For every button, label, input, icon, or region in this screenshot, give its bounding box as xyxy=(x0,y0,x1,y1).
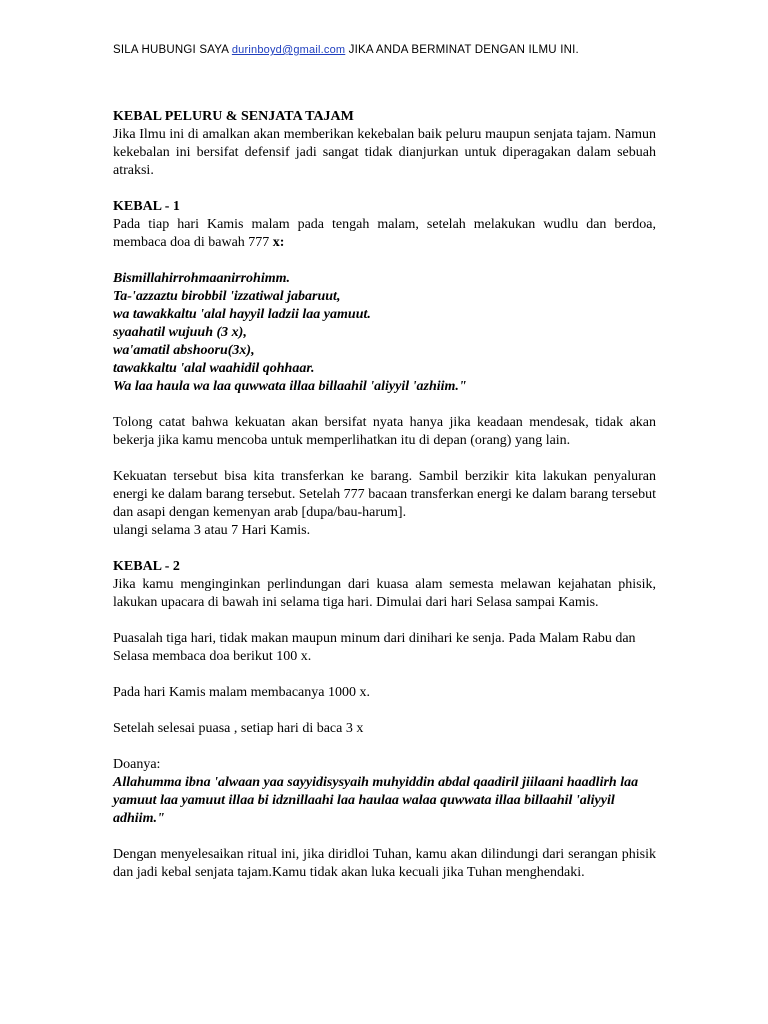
doa-line: Wa laa haula wa laa quwwata illaa billaahil 'aliyyil 'azhiim." xyxy=(113,379,467,394)
contact-header xyxy=(113,44,673,56)
header-suffix: JIKA ANDA BERMINAT DENGAN ILMU INI. xyxy=(345,44,579,56)
kebal-2-closing: Dengan menyelesaikan ritual ini, jika diridloi Tuhan, kamu akan dilindungi dari serangan phisik dan jadi kebal senjata tajam.Kamu tidak akan luka kecuali jika Tuhan menghendaki. xyxy=(113,847,656,880)
kebal-2-doa: Allahumma ibna 'alwaan yaa sayyidisysyaih muhyiddin abdal qaadiril jiilaani haadlirh laa yamuut laa yamuut illaa bi idznillaahi laa haulaa walaa quwwata illaa billaahil 'aliyyil adhiim." xyxy=(113,775,639,826)
kebal-2-intro: Jika kamu menginginkan perlindungan dari kuasa alam semesta melawan kejahatan phisik, lakukan upacara di bawah ini selama tiga hari. Dimulai dari hari Selasa sampai Kamis. xyxy=(113,577,656,610)
kebal-1-doa xyxy=(113,270,656,396)
doa-line: Ta-'azzaztu birobbil 'izzatiwal jabaruut, xyxy=(113,289,341,304)
section-title-kebal-1: KEBAL - 1 xyxy=(113,199,180,214)
section-title-intro: KEBAL PELURU & SENJATA TAJAM xyxy=(113,109,354,124)
doa-line: tawakkaltu 'alal waahidil qohhaar. xyxy=(113,361,315,376)
header-prefix: SILA HUBUNGI SAYA xyxy=(113,44,232,56)
kebal-1-note: Tolong catat bahwa kekuatan akan bersifat nyata hanya jika keadaan mendesak, tidak akan bekerja jika kamu mencoba untuk memperlihatkan itu di depan (orang) yang lain. xyxy=(113,415,656,448)
document-body xyxy=(113,108,656,882)
doa-line: wa'amatil abshooru(3x), xyxy=(113,343,255,358)
email-link[interactable]: durinboyd@gmail.com xyxy=(231,44,346,56)
doa-line: syaahatil wujuuh (3 x), xyxy=(113,325,247,340)
section-title-kebal-2: KEBAL - 2 xyxy=(113,559,180,574)
doa-line: wa tawakkaltu 'alal hayyil ladzii laa yamuut. xyxy=(113,307,371,322)
kebal-2-doanya-label: Doanya: xyxy=(113,757,161,772)
kebal-2-kamis: Pada hari Kamis malam membacanya 1000 x. xyxy=(113,685,370,700)
intro-paragraph: Jika Ilmu ini di amalkan akan memberikan kekebalan baik peluru maupun senjata tajam. Namun kekebalan ini bersifat defensif jadi sangat tidak dianjurkan untuk diperagakan dalam sebuah atraksi. xyxy=(113,127,656,178)
kebal-1-transfer: Kekuatan tersebut bisa kita transferkan ke barang. Sambil berzikir kita lakukan penyaluran energi ke dalam barang tersebut. Setelah 777 bacaan transferkan energi ke dalam barang tersebut dan asapi dengan kemenyan arab [dupa/bau-harum]. xyxy=(113,469,656,520)
kebal-1-instruction: Pada tiap hari Kamis malam pada tengah malam, setelah melakukan wudlu dan berdoa, membaca doa di bawah 777 x: xyxy=(113,217,656,250)
kebal-2-setelah: Setelah selesai puasa , setiap hari di baca 3 x xyxy=(113,721,364,736)
kebal-1-repeat: ulangi selama 3 atau 7 Hari Kamis. xyxy=(113,523,311,538)
doa-line: Bismillahirrohmaanirrohimm. xyxy=(113,271,291,286)
kebal-2-puasa: Puasalah tiga hari, tidak makan maupun minum dari dinihari ke senja. Pada Malam Rabu dan Selasa membaca doa berikut 100 x. xyxy=(113,631,636,664)
